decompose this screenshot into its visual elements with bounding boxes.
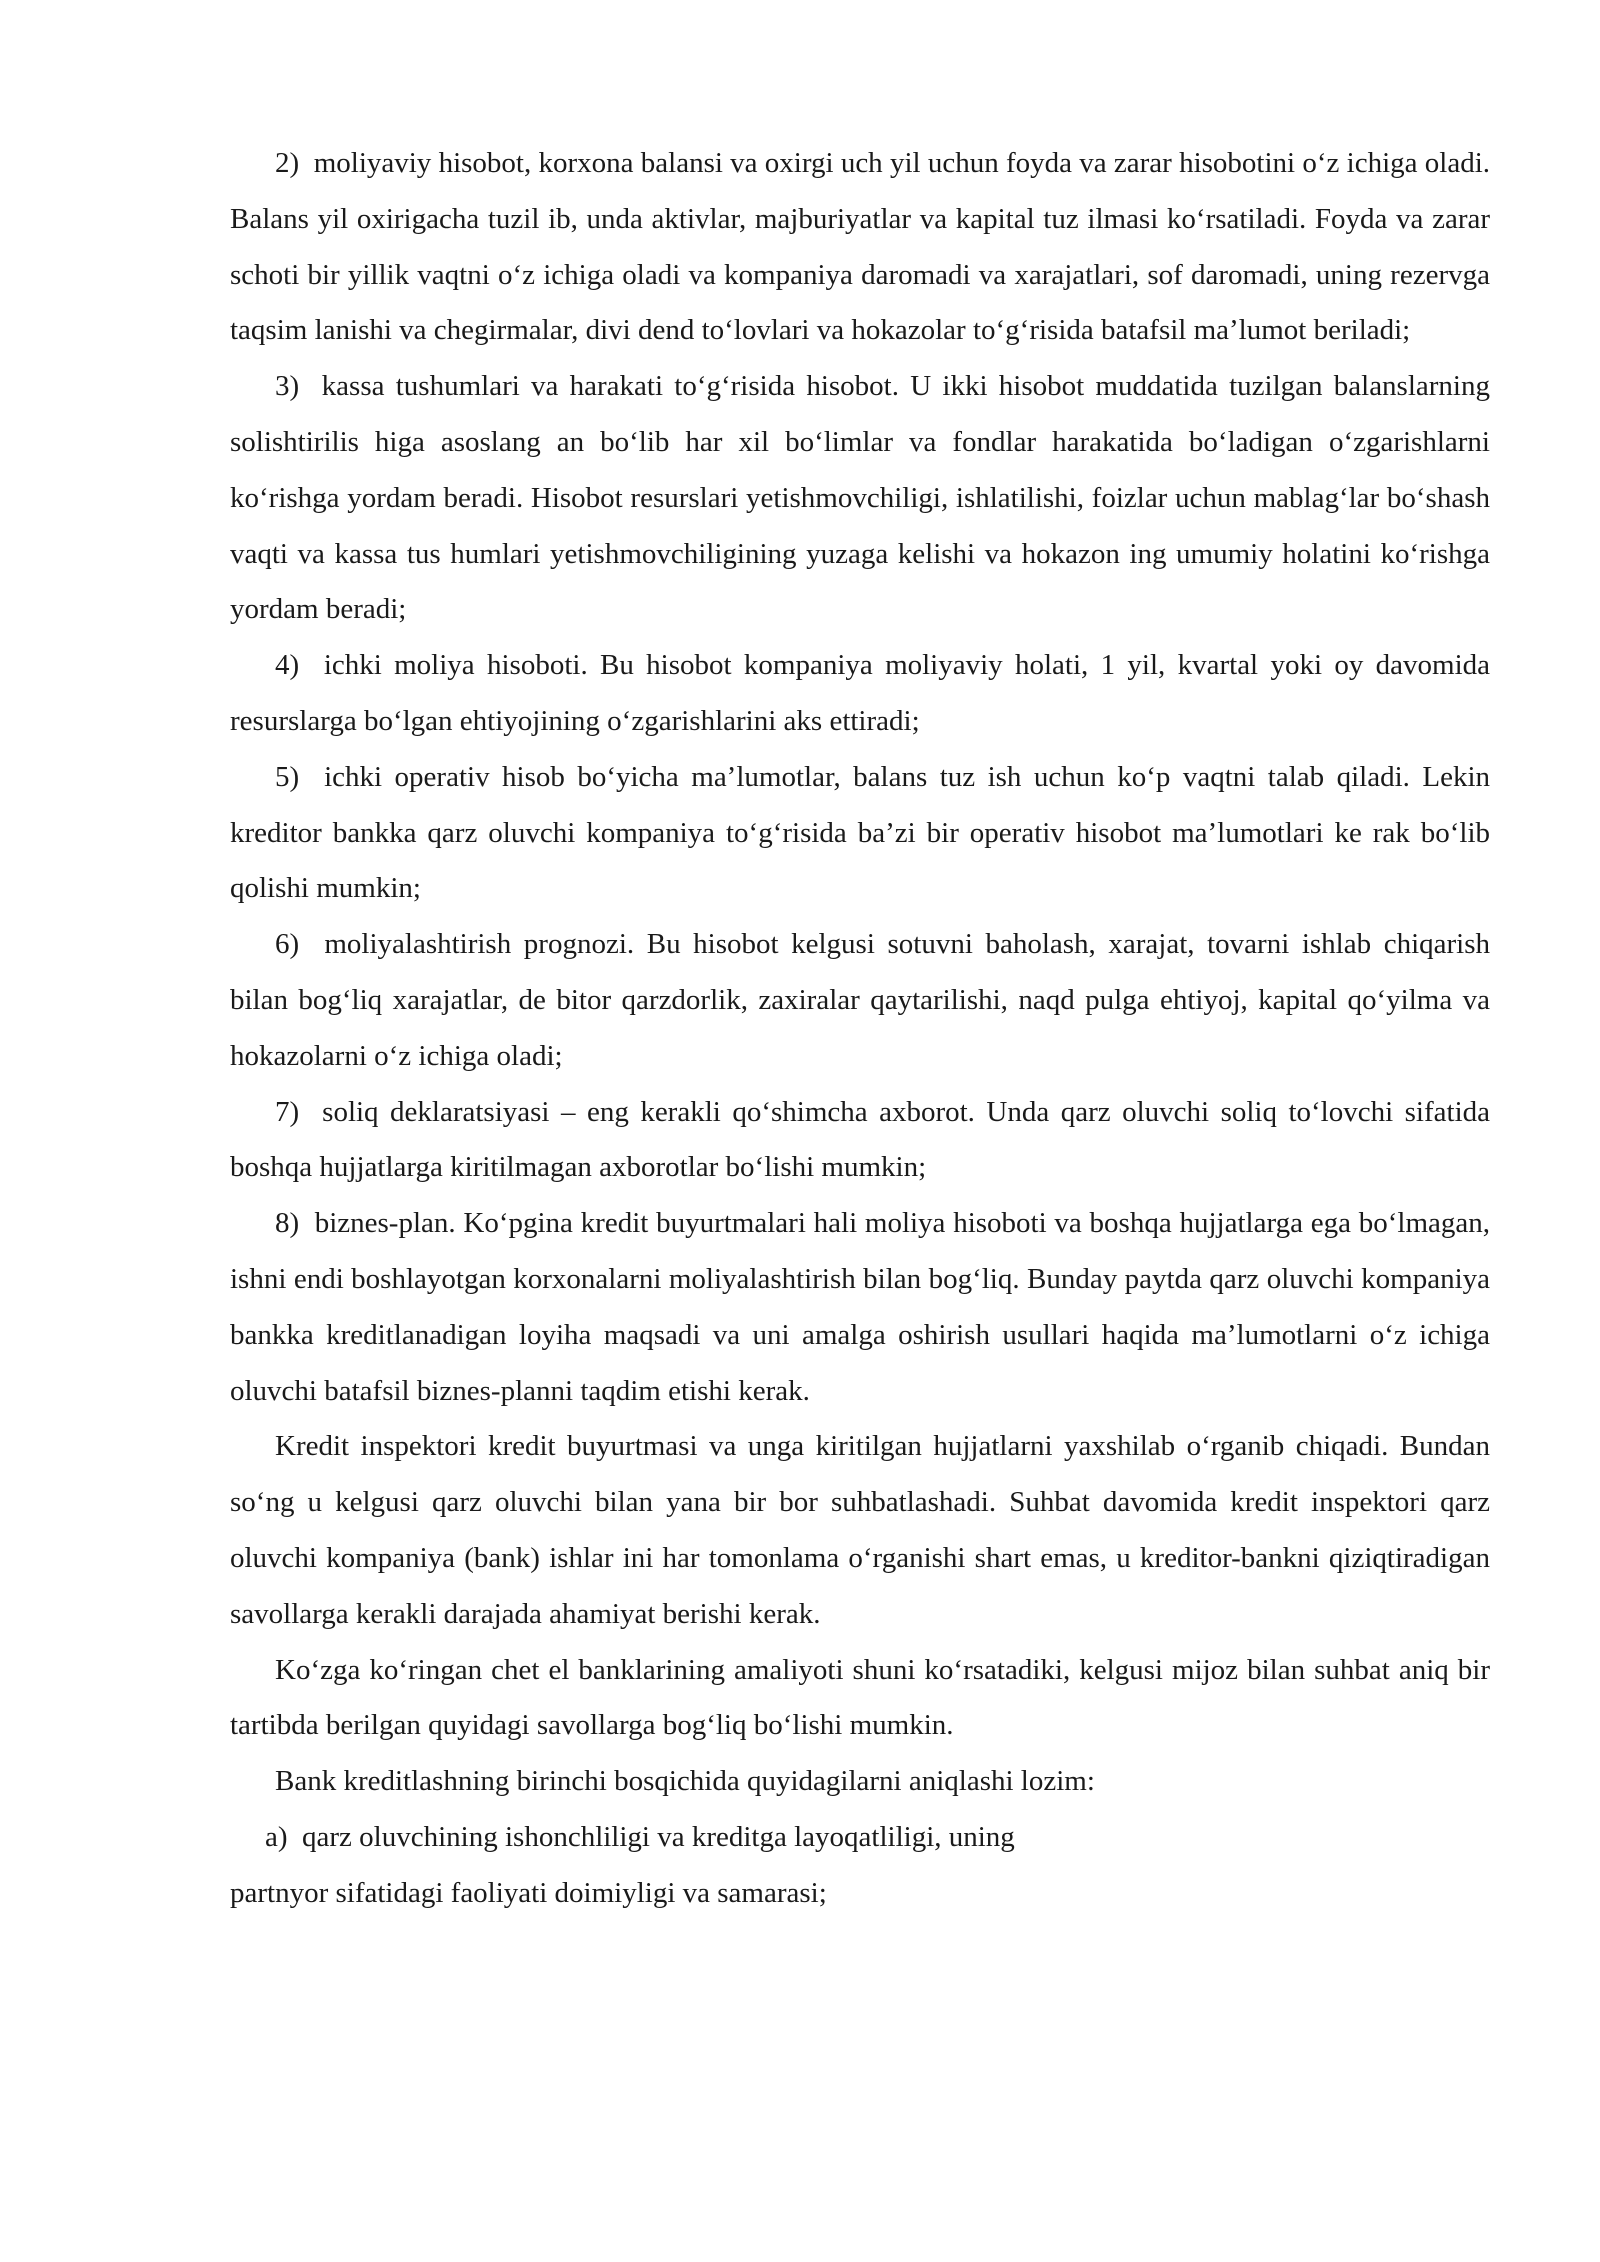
sub-item-a bbox=[230, 1810, 1490, 1866]
list-item-6 bbox=[230, 917, 1490, 1084]
paragraph-foreign-banks: Ko‘zga ko‘ringan chet el banklarining amaliyoti shuni ko‘rsatadiki, kelgusi mijoz bilan suhbat aniq bir tartibda berilgan quyidagi savollarga bog‘liq bo‘lishi mumkin. bbox=[230, 1653, 1490, 1742]
sub-item-a-continuation: partnyor sifatidagi faoliyati doimiyligi va samarasi; bbox=[230, 1876, 827, 1909]
list-number: 2) bbox=[275, 147, 300, 179]
list-item-5 bbox=[230, 750, 1490, 917]
document-body bbox=[230, 136, 1490, 1922]
list-item-text: moliyalashtirish prognozi. Bu hisobot kelgusi sotuvni baholash, xarajat, tovarni ishlab chiqarish bilan bog‘liq xarajatlar, de bitor qarzdorlik, zaxiralar qaytarilishi, naqd pulga ehtiyoj, kapital qo‘yilma va hokazolarni o‘z ichiga oladi; bbox=[230, 928, 1490, 1072]
list-item-text: soliq deklaratsiyasi – eng kerakli qo‘shimcha axborot. Unda qarz oluvchi soliq to‘lovchi sifatida boshqa hujjatlarga kiritilmagan axborotlar bo‘lishi mumkin; bbox=[230, 1095, 1491, 1184]
list-item-2 bbox=[230, 136, 1490, 359]
list-item-text: ichki moliya hisoboti. Bu hisobot kompaniya moliyaviy holati, 1 yil, kvartal yoki oy davomida resurslarga bo‘lgan ehtiyojining o‘zgarishlarini aks ettiradi; bbox=[230, 649, 1490, 737]
list-number: 5) bbox=[275, 760, 300, 793]
list-item-8 bbox=[230, 1196, 1490, 1419]
list-item-7 bbox=[230, 1085, 1490, 1197]
list-item-text: biznes-plan. Ko‘pgina kredit buyurtmalari hali moliya hisoboti va boshqa hujjatlarga ega bo‘lmagan, ishni endi boshlayotgan korxonalarni moliyalashtirish bilan bog‘liq. Bunday paytda qarz oluvchi kompaniya bankka kreditlanadigan loyiha maqsadi va uni amalga oshirish usullari haqida ma’lumotlarni o‘z ichiga oluvchi batafsil biznes-planni taqdim etishi kerak. bbox=[230, 1207, 1490, 1407]
sub-item-letter: a) bbox=[265, 1820, 288, 1853]
list-number: 6) bbox=[275, 928, 300, 961]
list-item-text: kassa tushumlari va harakati to‘g‘risida hisobot. U ikki hisobot muddatida tuzilgan balanslarning solishtirilis higa asoslang an bo‘lib har xil bo‘limlar va fondlar harakatida bo‘ladigan o‘zgarishlarni ko‘rishga yordam beradi. Hisobot resurslari yetishmovchiligi, ishlatilishi, foizlar uchun mablag‘lar bo‘shash vaqti va kassa tus humlari yetishmovchiligining yuzaga kelishi va hokazon ing umumiy holatini ko‘rishga yordam beradi; bbox=[230, 370, 1490, 626]
paragraph-first-stage: Bank kreditlashning birinchi bosqichida quyidagilarni aniqlashi lozim: bbox=[275, 1765, 1095, 1798]
list-number: 8) bbox=[275, 1207, 300, 1240]
list-item-4 bbox=[230, 638, 1490, 750]
list-item-text: ichki operativ hisob bo‘yicha ma’lumotlar, balans tuz ish uchun ko‘p vaqtni talab qiladi. Lekin kreditor bankka qarz oluvchi kompaniya to‘g‘risida ba’zi bir operativ hisobot ma’lumotlari ke rak bo‘lib qolishi mumkin; bbox=[230, 760, 1491, 905]
list-number: 4) bbox=[275, 649, 300, 682]
list-item-3 bbox=[230, 359, 1490, 638]
sub-item-text-line1: qarz oluvchining ishonchliligi va kreditga layoqatliligi, uning bbox=[302, 1820, 1015, 1853]
paragraph-inspector: Kredit inspektori kredit buyurtmasi va unga kiritilgan hujjatlarni yaxshilab o‘rganib chiqadi. Bundan so‘ng u kelgusi qarz oluvchi bilan yana bir bor suhbatlashadi. Suhbat davomida kredit inspektori qarz oluvchi kompaniya (bank) ishlar ini har tomonlama o‘rganishi shart emas, u kreditor-bankni qiziqtiradigan savollarga kerakli darajada ahamiyat berishi kerak. bbox=[230, 1430, 1490, 1630]
list-number: 7) bbox=[275, 1095, 300, 1128]
list-number: 3) bbox=[275, 370, 300, 403]
list-item-text: moliyaviy hisobot, korxona balansi va oxirgi uch yil uchun foyda va zarar hisobotini o‘z ichiga oladi. Balans yil oxirigacha tuzil ib, unda aktivlar, majburiyatlar va kapital tuz ilmasi ko‘rsatiladi. Foyda va zarar schoti bir yillik vaqtni o‘z ichiga oladi va kompaniya daromadi va xarajatlari, sof daromadi, uning rezervga taqsim lanishi va chegirmalar, divi dend to‘lovlari va hokazolar to‘g‘risida batafsil ma’lumot beriladi; bbox=[230, 147, 1490, 347]
